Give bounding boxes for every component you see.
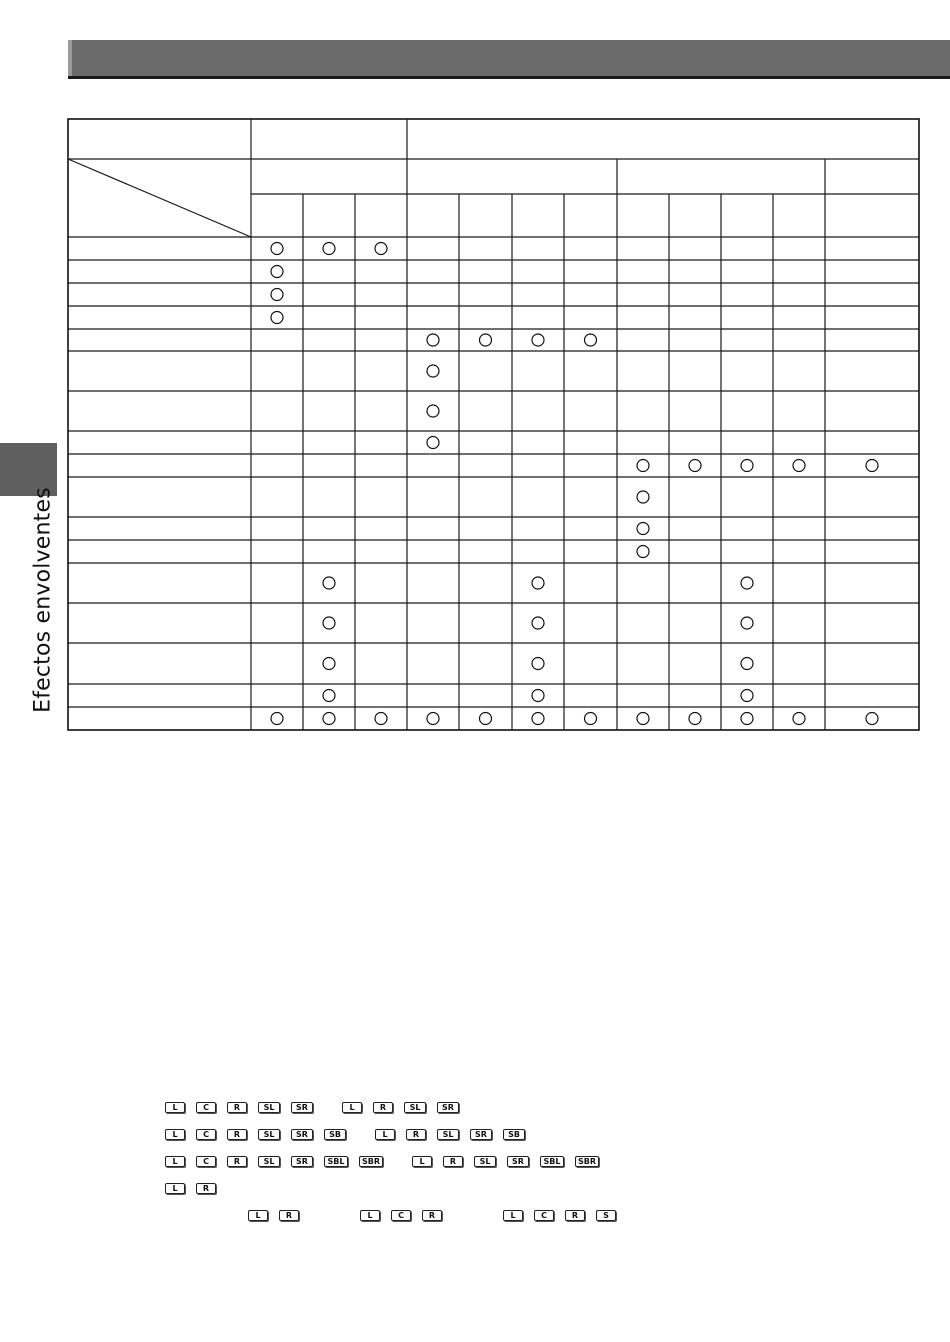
support-mark bbox=[741, 577, 753, 589]
support-mark bbox=[637, 460, 649, 472]
support-mark bbox=[741, 460, 753, 472]
channel-box-sr: SR bbox=[470, 1129, 492, 1140]
channel-box-c: C bbox=[196, 1102, 216, 1113]
support-mark bbox=[741, 617, 753, 629]
channel-box-l: L bbox=[375, 1129, 395, 1140]
support-mark bbox=[427, 365, 439, 377]
channel-box-r: R bbox=[565, 1210, 585, 1221]
channel-box-sl: SL bbox=[474, 1156, 496, 1167]
channel-box-c: C bbox=[391, 1210, 411, 1221]
support-mark bbox=[532, 713, 544, 725]
channel-box-l: L bbox=[342, 1102, 362, 1113]
channel-box-sr: SR bbox=[437, 1102, 459, 1113]
channel-box-l: L bbox=[165, 1129, 185, 1140]
support-mark bbox=[271, 243, 283, 255]
channel-box-sr: SR bbox=[291, 1102, 313, 1113]
support-mark bbox=[480, 334, 492, 346]
support-mark bbox=[793, 713, 805, 725]
channel-box-l: L bbox=[503, 1210, 523, 1221]
channel-box-r: R bbox=[196, 1183, 216, 1194]
channel-box-sbr: SBR bbox=[575, 1156, 599, 1167]
support-mark bbox=[585, 713, 597, 725]
channel-box-l: L bbox=[165, 1102, 185, 1113]
channel-box-l: L bbox=[360, 1210, 380, 1221]
support-mark bbox=[585, 334, 597, 346]
channel-box-r: R bbox=[279, 1210, 299, 1221]
support-mark bbox=[271, 266, 283, 278]
support-mark bbox=[532, 658, 544, 670]
support-mark bbox=[532, 577, 544, 589]
channel-box-sb: SB bbox=[503, 1129, 525, 1140]
channel-box-sl: SL bbox=[258, 1129, 280, 1140]
support-mark bbox=[375, 243, 387, 255]
support-mark bbox=[741, 713, 753, 725]
support-mark bbox=[866, 713, 878, 725]
support-mark bbox=[427, 713, 439, 725]
channel-box-sr: SR bbox=[291, 1156, 313, 1167]
support-mark bbox=[637, 713, 649, 725]
channel-box-r: R bbox=[422, 1210, 442, 1221]
support-mark bbox=[866, 460, 878, 472]
support-mark bbox=[271, 312, 283, 324]
support-mark bbox=[689, 460, 701, 472]
channel-box-c: C bbox=[196, 1129, 216, 1140]
channel-box-sr: SR bbox=[507, 1156, 529, 1167]
support-mark bbox=[427, 405, 439, 417]
support-mark bbox=[271, 713, 283, 725]
support-mark bbox=[323, 690, 335, 702]
support-mark bbox=[532, 334, 544, 346]
support-mark bbox=[271, 289, 283, 301]
table-frame bbox=[68, 119, 919, 730]
channel-box-sr: SR bbox=[291, 1129, 313, 1140]
support-mark bbox=[323, 243, 335, 255]
channel-box-l: L bbox=[412, 1156, 432, 1167]
channel-box-sl: SL bbox=[404, 1102, 426, 1113]
support-mark bbox=[427, 437, 439, 449]
channel-box-sl: SL bbox=[258, 1102, 280, 1113]
channel-box-l: L bbox=[165, 1156, 185, 1167]
support-mark bbox=[637, 546, 649, 558]
channel-box-sbl: SBL bbox=[540, 1156, 564, 1167]
channel-box-c: C bbox=[196, 1156, 216, 1167]
channel-box-l: L bbox=[165, 1183, 185, 1194]
support-mark bbox=[427, 334, 439, 346]
support-mark bbox=[532, 617, 544, 629]
channel-box-r: R bbox=[443, 1156, 463, 1167]
channel-box-c: C bbox=[534, 1210, 554, 1221]
support-mark bbox=[480, 713, 492, 725]
support-mark bbox=[532, 690, 544, 702]
support-mark bbox=[637, 523, 649, 535]
support-mark bbox=[323, 617, 335, 629]
support-mark bbox=[741, 690, 753, 702]
channel-box-sbl: SBL bbox=[324, 1156, 348, 1167]
channel-box-l: L bbox=[248, 1210, 268, 1221]
channel-box-r: R bbox=[227, 1156, 247, 1167]
channel-box-r: R bbox=[373, 1102, 393, 1113]
channel-box-r: R bbox=[406, 1129, 426, 1140]
support-mark bbox=[637, 491, 649, 503]
support-mark bbox=[323, 658, 335, 670]
support-mark bbox=[323, 577, 335, 589]
channel-box-r: R bbox=[227, 1129, 247, 1140]
channel-box-s: S bbox=[596, 1210, 616, 1221]
channel-box-sl: SL bbox=[437, 1129, 459, 1140]
channel-box-sl: SL bbox=[258, 1156, 280, 1167]
channel-box-sbr: SBR bbox=[359, 1156, 383, 1167]
support-mark bbox=[689, 713, 701, 725]
support-mark bbox=[793, 460, 805, 472]
side-chapter-title: Efectos envolventes bbox=[30, 487, 56, 713]
support-mark bbox=[323, 713, 335, 725]
support-mark bbox=[741, 658, 753, 670]
channel-box-r: R bbox=[227, 1102, 247, 1113]
channel-box-sb: SB bbox=[324, 1129, 346, 1140]
corner-diagonal bbox=[68, 159, 251, 237]
support-mark bbox=[375, 713, 387, 725]
